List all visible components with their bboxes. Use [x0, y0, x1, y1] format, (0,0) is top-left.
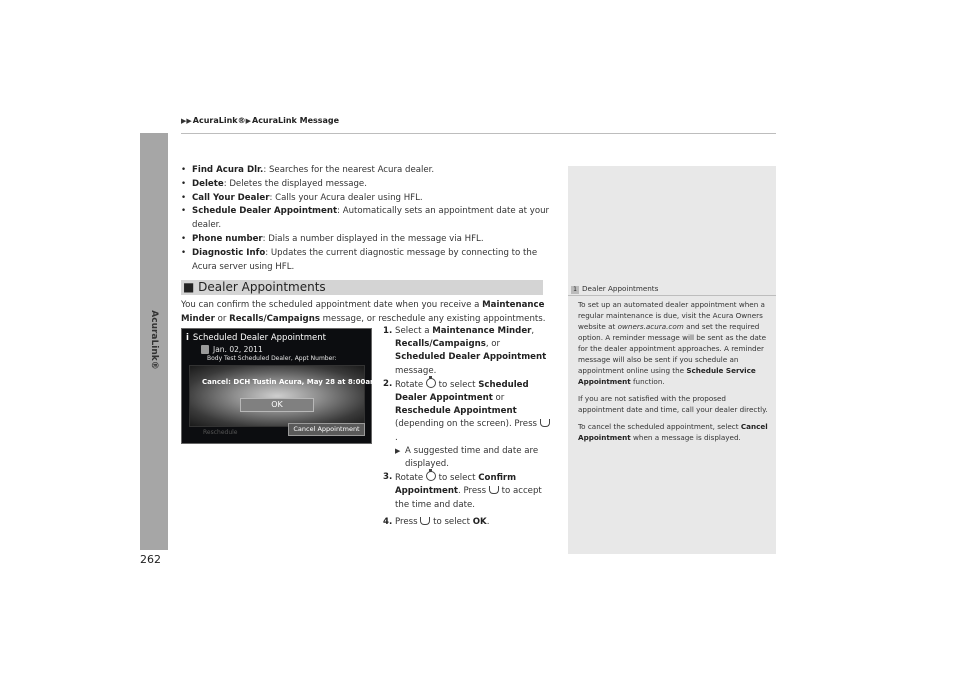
screen-cancel-message: Cancel: DCH Tustin Acura, May 28 at 8:00am — [202, 378, 378, 386]
list-item: • Delete: Deletes the displayed message. — [181, 178, 551, 192]
message-icon — [201, 345, 209, 354]
section-intro: You can confirm the scheduled appointment date when you receive a Maintenance Minder or Recalls/Campaigns message, or reschedule any existing appointments. — [181, 300, 546, 324]
note-text — [578, 299, 770, 449]
rotate-knob-icon — [426, 378, 436, 388]
rotate-knob-icon — [426, 471, 436, 481]
breadcrumb-arrow-icon: ▶ — [245, 117, 251, 125]
option-list — [181, 164, 551, 274]
list-item: • Phone number: Dials a number displayed in the message via HFL. — [181, 233, 551, 247]
note-number-icon: 1 — [571, 286, 579, 294]
list-item: • Diagnostic Info: Updates the current diagnostic message by connecting to the Acura server using HFL. — [181, 247, 551, 275]
note-paragraph: If you are not satisfied with the proposed appointment date and time, call your dealer directly. — [578, 394, 768, 414]
screen-body-text: Body Test Scheduled Dealer, Appt Number: — [207, 355, 337, 362]
info-icon: ⅰ — [186, 333, 189, 343]
header-divider — [181, 133, 776, 134]
screen-reschedule-label: Reschedule — [203, 429, 238, 436]
screen-ok-button[interactable]: OK — [240, 398, 314, 412]
screen-panel — [189, 365, 365, 427]
screen-cancel-appointment-button[interactable]: Cancel Appointment — [288, 423, 365, 436]
step-3: 3. Rotate to select Confirm Appointment. Press to accept the time and date. — [383, 472, 542, 510]
page-number: 262 — [140, 553, 161, 566]
breadcrumb-item[interactable]: AcuraLink® — [192, 116, 246, 125]
breadcrumb-arrow-icon: ▶▶ — [181, 117, 192, 125]
list-item: • Schedule Dealer Appointment: Automatically sets an appointment date at your dealer. — [181, 205, 551, 233]
step-1: 1. Select a Maintenance Minder, Recalls/Campaigns, or Scheduled Dealer Appointment message. — [383, 326, 547, 376]
breadcrumb-item[interactable]: AcuraLink Message — [252, 116, 340, 125]
note-divider — [568, 295, 776, 296]
section-title: ■ Dealer Appointments — [183, 280, 326, 294]
result-arrow-icon: ▶ — [395, 446, 401, 455]
screen-date: Jan. 02, 2011 — [213, 345, 263, 354]
screen-title: ⅰ Scheduled Dealer Appointment — [186, 333, 326, 343]
owners-website-link[interactable]: owners.acura.com — [617, 322, 684, 331]
enter-button-icon — [489, 486, 499, 494]
list-item: • Find Acura Dlr.: Searches for the nearest Acura dealer. — [181, 164, 551, 178]
step-2-result: ▶ A suggested time and date are displayed. — [395, 445, 539, 470]
note-paragraph: To set up an automated dealer appointment when a regular maintenance is due, visit the Acura Owners website at owners.acura.com and set the required option. A reminder message will be sent as the date for the dealer appointment approaches. A reminder message will also be sent if you schedule an appointment online using the Schedule Service Appointment function. — [578, 300, 767, 386]
note-paragraph: To cancel the scheduled appointment, select Cancel Appointment when a message is displayed. — [578, 422, 768, 442]
note-heading: 1 Dealer Appointments — [571, 284, 658, 294]
list-item: • Call Your Dealer: Calls your Acura dealer using HFL. — [181, 192, 551, 206]
breadcrumb — [181, 116, 339, 125]
step-2: 2. Rotate to select Scheduled Dealer Appointment or Reschedule Appointment (depending on the screen). Press . ▶ A suggested time and date are displayed. — [383, 378, 551, 471]
steps-list — [383, 325, 551, 529]
enter-button-icon — [420, 517, 430, 525]
step-4: 4. Press to select OK. — [383, 516, 490, 527]
enter-button-icon — [540, 419, 550, 427]
chapter-tab-label: AcuraLink® — [149, 310, 159, 370]
